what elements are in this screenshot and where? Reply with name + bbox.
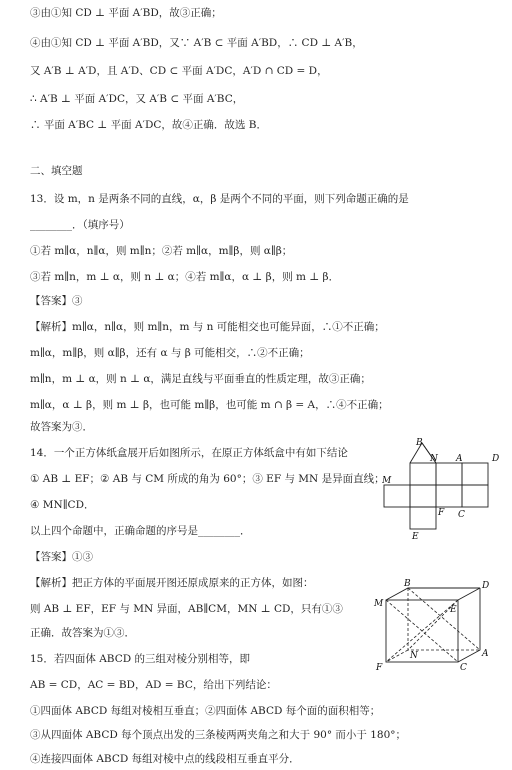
net-label-E: E bbox=[412, 532, 419, 542]
question-13: 13．设 m，n 是两条不同的直线，α，β 是两个不同的平面，则下列命题正确的是 bbox=[30, 193, 409, 205]
text-line: ④由①知 CD ⊥ 平面 A′BD，又∵ A′B ⊂ 平面 A′BD，∴ CD ⊥ A′B， bbox=[30, 37, 363, 49]
text-line: 故答案为③． bbox=[30, 421, 93, 433]
net-label-F: F bbox=[438, 508, 445, 518]
answer-label: 【答案】①③ bbox=[30, 551, 93, 563]
cube-label-E: E bbox=[450, 605, 457, 615]
net-label-B: B bbox=[416, 438, 423, 448]
text-line: ∴ 平面 A′BC ⊥ 平面 A′DC，故④正确．故选 B． bbox=[30, 119, 267, 131]
text-line: ④ MN∥CD． bbox=[30, 499, 95, 511]
text-line: ③由①知 CD ⊥ 平面 A′BD，故③正确； bbox=[30, 7, 222, 19]
net-label-M: M bbox=[382, 476, 392, 486]
text-line: ①若 m∥α，n∥α，则 m∥n；②若 m∥α，m∥β，则 α∥β； bbox=[30, 245, 293, 257]
text-line: ③若 m∥n，m ⊥ α，则 n ⊥ α；④若 m∥α，α ⊥ β，则 m ⊥ β． bbox=[30, 271, 340, 283]
cube-label-D: D bbox=[482, 581, 490, 591]
text-line: m∥α，m∥β，则 α∥β，还有 α 与 β 可能相交，∴②不正确； bbox=[30, 347, 310, 359]
answer-label: 【答案】③ bbox=[30, 295, 83, 307]
text-line: m∥α，α ⊥ β，则 m ⊥ β，也可能 m∥β，也可能 m ∩ β = A，∴④不正确； bbox=[30, 399, 389, 411]
question-14: 14．一个正方体纸盒展开后如图所示，在原正方体纸盒中有如下结论 bbox=[30, 447, 348, 459]
net-label-N: N bbox=[430, 454, 438, 464]
text-line: ④连接四面体 ABCD 每组对棱中点的线段相互垂直平分． bbox=[30, 753, 300, 765]
text-line: 正确．故答案为①③． bbox=[30, 627, 135, 639]
cube-label-F: F bbox=[376, 663, 383, 672]
question-15: 15．若四面体 ABCD 的三组对棱分别相等，即 bbox=[30, 653, 250, 665]
cube-label-C: C bbox=[460, 663, 467, 672]
cube-net-figure bbox=[382, 437, 506, 543]
text-line: ∴ A′B ⊥ 平面 A′DC，又 A′B ⊂ 平面 A′BC， bbox=[30, 93, 244, 105]
section-heading: 二、填空题 bbox=[30, 165, 83, 177]
cube-figure bbox=[368, 578, 496, 672]
cube-label-N: N bbox=[410, 651, 418, 661]
text-line: m∥n，m ⊥ α，则 n ⊥ α，满足直线与平面垂直的性质定理，故③正确； bbox=[30, 373, 371, 385]
analysis-line: 【解析】把正方体的平面展开图还原成原来的正方体，如图： bbox=[30, 577, 314, 589]
net-label-A: A bbox=[456, 454, 463, 464]
analysis-line: 【解析】m∥α，n∥α，则 m∥n，m 与 n 可能相交也可能异面，∴①不正确； bbox=[30, 321, 385, 333]
text-line: 则 AB ⊥ EF，EF 与 MN 异面，AB∥CM，MN ⊥ CD，只有①③ bbox=[30, 603, 343, 615]
net-label-D: D bbox=[492, 454, 500, 464]
text-line: ________．（填序号） bbox=[30, 219, 130, 231]
text-line: 又 A′B ⊥ A′D，且 A′D、CD ⊂ 平面 A′DC，A′D ∩ CD = D， bbox=[30, 65, 328, 77]
text-line: ① AB ⊥ EF；② AB 与 CM 所成的角为 60°；③ EF 与 MN 是异面直线； bbox=[30, 473, 385, 485]
cube-label-M: M bbox=[374, 599, 384, 609]
cube-label-B: B bbox=[404, 579, 411, 589]
text-line: 以上四个命题中，正确命题的序号是________． bbox=[30, 525, 251, 537]
net-label-C: C bbox=[458, 510, 465, 520]
text-line: ③从四面体 ABCD 每个顶点出发的三条棱两两夹角之和大于 90° 而小于 180°； bbox=[30, 729, 407, 741]
text-line: AB = CD，AC = BD，AD = BC，给出下列结论： bbox=[30, 679, 277, 691]
text-line: ①四面体 ABCD 每组对棱相互垂直；②四面体 ABCD 每个面的面积相等； bbox=[30, 705, 381, 717]
cube-label-A: A bbox=[482, 649, 489, 659]
